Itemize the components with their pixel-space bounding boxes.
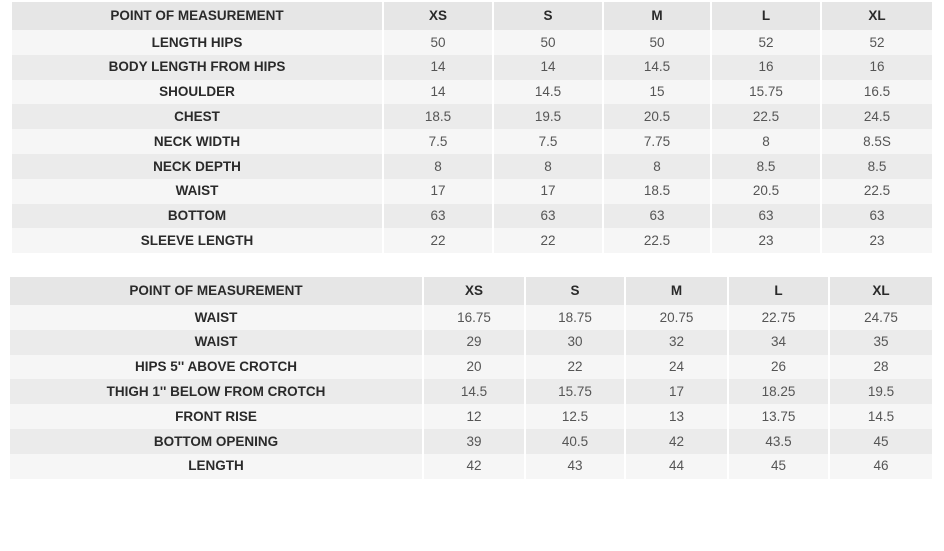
measurement-label: SLEEVE LENGTH — [12, 228, 384, 253]
table-row — [12, 179, 932, 204]
measurement-value: 22.5 — [604, 228, 712, 253]
measurement-value: 63 — [712, 204, 822, 229]
measurement-value: 44 — [626, 454, 729, 479]
measurement-value: 18.75 — [526, 305, 626, 330]
measurement-value: 20.75 — [626, 305, 729, 330]
column-header-size-l: L — [729, 277, 830, 305]
measurement-value: 24 — [626, 355, 729, 380]
measurement-value: 22 — [526, 355, 626, 380]
measurement-value: 22.5 — [822, 179, 932, 204]
table-row — [10, 429, 932, 454]
table-row — [12, 154, 932, 179]
measurement-label: NECK DEPTH — [12, 154, 384, 179]
measurement-label: BOTTOM OPENING — [10, 429, 424, 454]
measurement-value: 14 — [384, 80, 494, 105]
measurement-value: 40.5 — [526, 429, 626, 454]
table-row — [10, 305, 932, 330]
measurement-value: 16 — [822, 55, 932, 80]
measurement-value: 8 — [494, 154, 604, 179]
measurement-value: 45 — [729, 454, 830, 479]
measurement-value: 18.5 — [604, 179, 712, 204]
column-header-size-xs: XS — [384, 2, 494, 30]
measurement-value: 7.75 — [604, 129, 712, 154]
size-chart-table-bottom — [10, 277, 932, 479]
table-header-row — [10, 277, 932, 305]
measurement-label: LENGTH HIPS — [12, 30, 384, 55]
column-header-size-s: S — [526, 277, 626, 305]
table-row — [12, 55, 932, 80]
measurement-value: 20 — [424, 355, 526, 380]
column-header-point-of-measurement: POINT OF MEASUREMENT — [12, 2, 384, 30]
measurement-value: 16 — [712, 55, 822, 80]
measurement-label: WAIST — [10, 330, 424, 355]
measurement-value: 24.5 — [822, 104, 932, 129]
measurement-label: BODY LENGTH FROM HIPS — [12, 55, 384, 80]
measurement-value: 23 — [822, 228, 932, 253]
measurement-value: 26 — [729, 355, 830, 380]
measurement-value: 8.5 — [822, 154, 932, 179]
table-header-row — [12, 2, 932, 30]
measurement-label: BOTTOM — [12, 204, 384, 229]
table-row — [10, 330, 932, 355]
column-header-size-xl: XL — [830, 277, 932, 305]
measurement-value: 12.5 — [526, 404, 626, 429]
measurement-value: 14 — [494, 55, 604, 80]
measurement-value: 63 — [604, 204, 712, 229]
measurement-value: 19.5 — [494, 104, 604, 129]
measurement-value: 8.5 — [712, 154, 822, 179]
column-header-size-xl: XL — [822, 2, 932, 30]
measurement-value: 15.75 — [712, 80, 822, 105]
measurement-value: 18.25 — [729, 379, 830, 404]
measurement-value: 30 — [526, 330, 626, 355]
measurement-value: 45 — [830, 429, 932, 454]
measurement-label: WAIST — [10, 305, 424, 330]
column-header-point-of-measurement: POINT OF MEASUREMENT — [10, 277, 424, 305]
measurement-value: 8 — [604, 154, 712, 179]
measurement-value: 63 — [384, 204, 494, 229]
measurement-value: 32 — [626, 330, 729, 355]
measurement-value: 19.5 — [830, 379, 932, 404]
measurement-value: 42 — [424, 454, 526, 479]
measurement-value: 22.5 — [712, 104, 822, 129]
measurement-value: 8.5S — [822, 129, 932, 154]
measurement-value: 35 — [830, 330, 932, 355]
measurement-label: LENGTH — [10, 454, 424, 479]
measurement-label: HIPS 5'' ABOVE CROTCH — [10, 355, 424, 380]
measurement-value: 50 — [604, 30, 712, 55]
measurement-value: 14 — [384, 55, 494, 80]
measurement-value: 16.5 — [822, 80, 932, 105]
column-header-size-m: M — [604, 2, 712, 30]
measurement-value: 28 — [830, 355, 932, 380]
measurement-value: 17 — [626, 379, 729, 404]
measurement-label: CHEST — [12, 104, 384, 129]
measurement-value: 43.5 — [729, 429, 830, 454]
table-row — [12, 104, 932, 129]
measurement-label: WAIST — [12, 179, 384, 204]
measurement-value: 22 — [384, 228, 494, 253]
table-row — [10, 404, 932, 429]
column-header-size-s: S — [494, 2, 604, 30]
table-row — [10, 379, 932, 404]
column-header-size-xs: XS — [424, 277, 526, 305]
measurement-value: 16.75 — [424, 305, 526, 330]
measurement-value: 63 — [494, 204, 604, 229]
measurement-value: 29 — [424, 330, 526, 355]
table-row — [10, 454, 932, 479]
size-chart-table-top — [12, 2, 932, 253]
measurement-value: 7.5 — [384, 129, 494, 154]
measurement-value: 8 — [712, 129, 822, 154]
measurement-value: 46 — [830, 454, 932, 479]
measurement-value: 23 — [712, 228, 822, 253]
measurement-value: 50 — [384, 30, 494, 55]
table-row — [12, 204, 932, 229]
measurement-label: FRONT RISE — [10, 404, 424, 429]
measurement-value: 8 — [384, 154, 494, 179]
measurement-label: SHOULDER — [12, 80, 384, 105]
measurement-value: 12 — [424, 404, 526, 429]
measurement-value: 43 — [526, 454, 626, 479]
measurement-value: 22.75 — [729, 305, 830, 330]
table-row — [12, 228, 932, 253]
measurement-value: 18.5 — [384, 104, 494, 129]
column-header-size-l: L — [712, 2, 822, 30]
table-row — [12, 129, 932, 154]
measurement-value: 14.5 — [830, 404, 932, 429]
measurement-value: 50 — [494, 30, 604, 55]
measurement-value: 34 — [729, 330, 830, 355]
measurement-value: 24.75 — [830, 305, 932, 330]
measurement-value: 7.5 — [494, 129, 604, 154]
table-row — [12, 30, 932, 55]
table-row — [10, 355, 932, 380]
measurement-value: 52 — [822, 30, 932, 55]
measurement-value: 15 — [604, 80, 712, 105]
measurement-value: 15.75 — [526, 379, 626, 404]
measurement-value: 39 — [424, 429, 526, 454]
measurement-value: 14.5 — [604, 55, 712, 80]
measurement-value: 20.5 — [604, 104, 712, 129]
measurement-value: 17 — [494, 179, 604, 204]
measurement-value: 22 — [494, 228, 604, 253]
measurement-value: 13.75 — [729, 404, 830, 429]
measurement-value: 63 — [822, 204, 932, 229]
measurement-value: 52 — [712, 30, 822, 55]
table-row — [12, 80, 932, 105]
measurement-label: THIGH 1'' BELOW FROM CROTCH — [10, 379, 424, 404]
column-header-size-m: M — [626, 277, 729, 305]
measurement-value: 14.5 — [494, 80, 604, 105]
measurement-value: 20.5 — [712, 179, 822, 204]
measurement-label: NECK WIDTH — [12, 129, 384, 154]
measurement-value: 17 — [384, 179, 494, 204]
measurement-value: 13 — [626, 404, 729, 429]
measurement-value: 14.5 — [424, 379, 526, 404]
measurement-value: 42 — [626, 429, 729, 454]
